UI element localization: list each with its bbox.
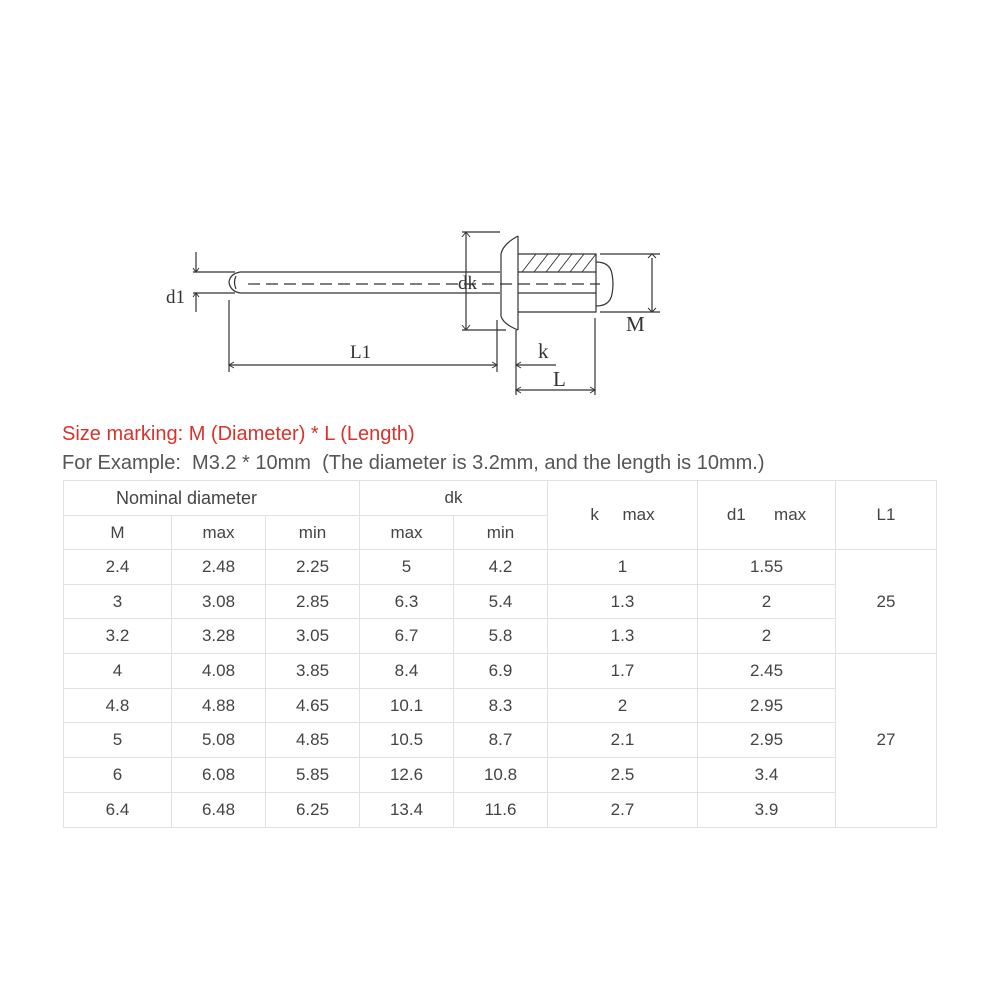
label-k: k (538, 339, 549, 363)
table-row (64, 619, 937, 654)
cell-d1-max: 3.4 (698, 758, 836, 793)
hatch-upper (522, 254, 596, 272)
subheader-m-max: max (172, 516, 266, 550)
cell-d1-max: 2 (698, 584, 836, 619)
cell-m-min: 3.05 (266, 619, 360, 654)
cell-d1-max: 2.95 (698, 688, 836, 723)
cell-m-max: 4.88 (172, 688, 266, 723)
header-dk: dk (360, 481, 548, 516)
rivet-bore (518, 272, 596, 293)
rivet-dimension-diagram (0, 0, 1000, 420)
cell-dk-max: 10.1 (360, 688, 454, 723)
size-marking-caption: Size marking: M (Diameter) * L (Length) (62, 423, 415, 445)
cell-m-max: 3.28 (172, 619, 266, 654)
cell-dk-max: 13.4 (360, 792, 454, 827)
mandrel-tip-inner (235, 276, 237, 289)
cell-m-min: 4.85 (266, 723, 360, 758)
cell-m-max: 6.08 (172, 758, 266, 793)
cell-dk-min: 6.9 (454, 654, 548, 689)
cell-l1-group-2: 27 (836, 654, 937, 827)
cell-k-max: 2.1 (548, 723, 698, 758)
cell-m-min: 3.85 (266, 654, 360, 689)
cell-m: 3.2 (64, 619, 172, 654)
header-d1-max: d1 max (698, 481, 836, 550)
example-caption: For Example: M3.2 * 10mm (The diameter is 3.2mm, and the length is 10mm.) (62, 452, 765, 474)
cell-k-max: 1.3 (548, 584, 698, 619)
cell-dk-min: 5.8 (454, 619, 548, 654)
cell-m-max: 6.48 (172, 792, 266, 827)
cell-d1-max: 1.55 (698, 550, 836, 585)
subheader-dk-max: max (360, 516, 454, 550)
cell-m-max: 4.08 (172, 654, 266, 689)
cell-k-max: 1.3 (548, 619, 698, 654)
cell-m: 4.8 (64, 688, 172, 723)
table-row (64, 584, 937, 619)
rivet-spec-table (63, 480, 937, 828)
subheader-dk-min: min (454, 516, 548, 550)
cell-dk-max: 6.7 (360, 619, 454, 654)
table-row (64, 550, 937, 585)
header-l1: L1 (836, 481, 937, 550)
cell-dk-min: 5.4 (454, 584, 548, 619)
header-nominal-diameter: Nominal diameter (64, 481, 360, 516)
cell-k-max: 2 (548, 688, 698, 723)
subheader-m-min: min (266, 516, 360, 550)
cell-m: 3 (64, 584, 172, 619)
table-row (64, 758, 937, 793)
cell-m: 4 (64, 654, 172, 689)
cell-m-max: 2.48 (172, 550, 266, 585)
cell-d1-max: 3.9 (698, 792, 836, 827)
cell-k-max: 1.7 (548, 654, 698, 689)
cell-d1-max: 2.45 (698, 654, 836, 689)
cell-m-max: 3.08 (172, 584, 266, 619)
cell-dk-min: 8.7 (454, 723, 548, 758)
header-k-max: k max (548, 481, 698, 550)
cell-dk-max: 12.6 (360, 758, 454, 793)
cell-m-min: 2.25 (266, 550, 360, 585)
cell-m-min: 2.85 (266, 584, 360, 619)
cell-d1-max: 2 (698, 619, 836, 654)
cell-dk-min: 4.2 (454, 550, 548, 585)
label-l1: L1 (350, 342, 372, 363)
cell-m-min: 5.85 (266, 758, 360, 793)
table-row (64, 723, 937, 758)
cell-m: 6.4 (64, 792, 172, 827)
cell-m-min: 6.25 (266, 792, 360, 827)
cell-k-max: 2.7 (548, 792, 698, 827)
label-d1: d1 (166, 287, 185, 308)
table-row (64, 792, 937, 827)
cell-dk-max: 8.4 (360, 654, 454, 689)
cell-m-min: 4.65 (266, 688, 360, 723)
table-row (64, 654, 937, 689)
cell-dk-max: 6.3 (360, 584, 454, 619)
cell-m: 6 (64, 758, 172, 793)
cell-dk-max: 5 (360, 550, 454, 585)
label-m: M (626, 312, 645, 336)
cell-dk-min: 11.6 (454, 792, 548, 827)
label-l: L (553, 367, 566, 391)
cell-dk-min: 10.8 (454, 758, 548, 793)
subheader-m: M (64, 516, 172, 550)
k-dimension (516, 330, 556, 395)
cell-m: 2.4 (64, 550, 172, 585)
m-dimension (600, 254, 660, 312)
rivet-flange-head (501, 236, 518, 330)
cell-l1-group-1: 25 (836, 550, 937, 654)
cell-m-max: 5.08 (172, 723, 266, 758)
table-row (64, 688, 937, 723)
cell-dk-max: 10.5 (360, 723, 454, 758)
cell-dk-min: 8.3 (454, 688, 548, 723)
cell-d1-max: 2.95 (698, 723, 836, 758)
cell-k-max: 1 (548, 550, 698, 585)
cell-m: 5 (64, 723, 172, 758)
cell-k-max: 2.5 (548, 758, 698, 793)
label-dk: dk (458, 273, 477, 294)
